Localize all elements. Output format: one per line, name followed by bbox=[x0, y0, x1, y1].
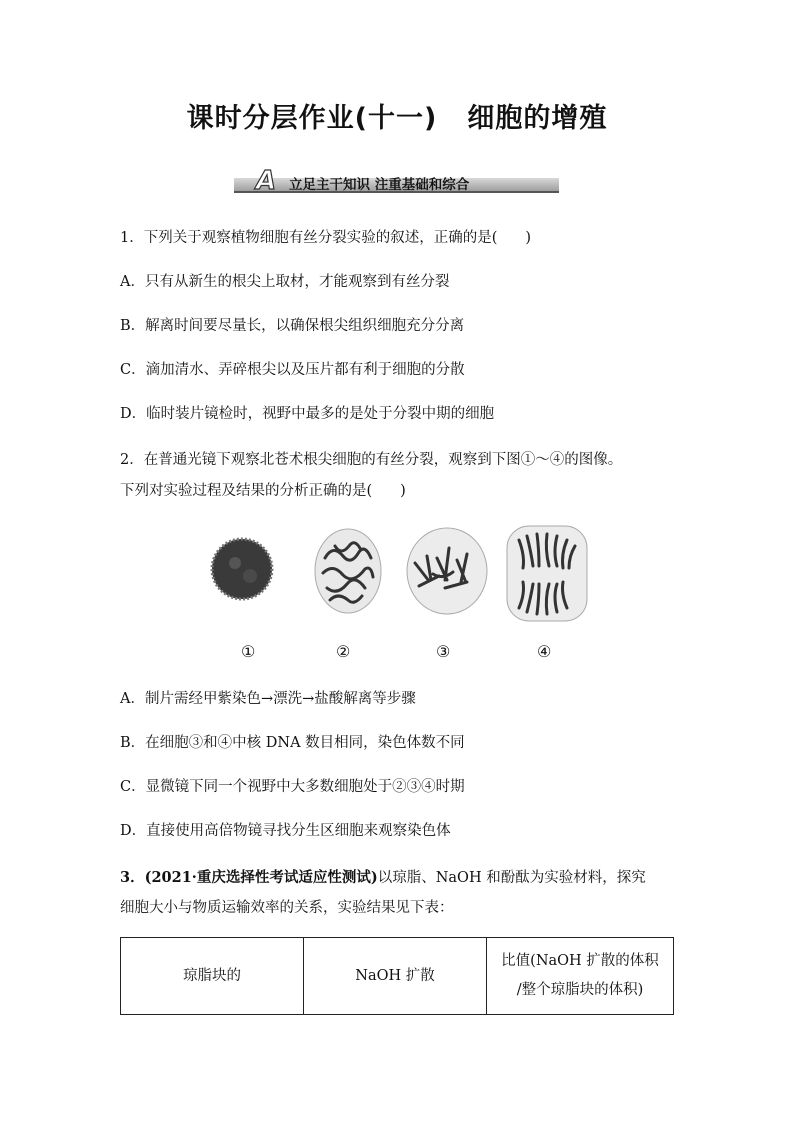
cell-image-3 bbox=[407, 528, 487, 614]
figure-label-2: ② bbox=[336, 642, 351, 661]
q2-option-d: D．直接使用高倍物镜寻找分生区细胞来观察染色体 bbox=[120, 823, 451, 839]
q2-stem-line2: 下列对实验过程及结果的分析正确的是( ) bbox=[120, 483, 406, 499]
cell-image-2 bbox=[315, 529, 381, 613]
q2-stem-line1: 2．在普通光镜下观察北苍术根尖细胞的有丝分裂，观察到下图①～④的图像。 bbox=[120, 452, 623, 468]
figure-label-4: ④ bbox=[537, 642, 552, 661]
page-title bbox=[0, 96, 794, 135]
section-banner bbox=[234, 168, 559, 196]
mitosis-cell-images bbox=[205, 518, 590, 623]
table-header-cell: 琼脂块的 bbox=[121, 938, 304, 1015]
q2-option-c: C．显微镜下同一个视野中大多数细胞处于②③④时期 bbox=[120, 779, 465, 795]
title-sub: 细胞的增殖 bbox=[467, 103, 608, 134]
q1-option-a: A．只有从新生的根尖上取材，才能观察到有丝分裂 bbox=[120, 274, 450, 290]
q3-stem-line1: 3．(2021·重庆选择性考试适应性测试)以琼脂、NaOH 和酚酞为实验材料，探究 bbox=[120, 869, 646, 886]
q3-stem-line2: 细胞大小与物质运输效率的关系，实验结果见下表： bbox=[120, 900, 454, 916]
q2-option-a: A．制片需经甲紫染色→漂洗→盐酸解离等步骤 bbox=[120, 691, 416, 707]
q1-option-c: C．滴加清水、弄碎根尖以及压片都有利于细胞的分散 bbox=[120, 362, 465, 378]
figure-label-3: ③ bbox=[436, 642, 451, 661]
q1-option-d: D．临时装片镜检时，视野中最多的是处于分裂中期的细胞 bbox=[120, 406, 495, 422]
q1-stem: 1．下列关于观察植物细胞有丝分裂实验的叙述，正确的是( ) bbox=[120, 230, 532, 246]
figure-label-1: ① bbox=[241, 642, 256, 661]
results-table bbox=[120, 937, 674, 1015]
title-main: 课时分层作业(十一) bbox=[186, 103, 438, 134]
table-header-row bbox=[121, 938, 674, 1015]
q1-option-b: B．解离时间要尽量长，以确保根尖组织细胞充分分离 bbox=[120, 318, 465, 334]
cell-image-4 bbox=[507, 526, 587, 621]
table-header-cell: NaOH 扩散 bbox=[304, 938, 487, 1015]
q2-option-b: B．在细胞③和④中核 DNA 数目相同，染色体数不同 bbox=[120, 735, 465, 751]
section-letter: A bbox=[256, 166, 277, 196]
cell-image-1 bbox=[212, 539, 272, 599]
section-text: 立足主干知识 注重基础和综合 bbox=[289, 177, 470, 193]
table-header-cell bbox=[487, 938, 674, 1015]
table-header-ratio-line2: /整个琼脂块的体积) bbox=[516, 982, 644, 998]
table-header-ratio-line1: 比值(NaOH 扩散的体积 bbox=[501, 953, 659, 969]
